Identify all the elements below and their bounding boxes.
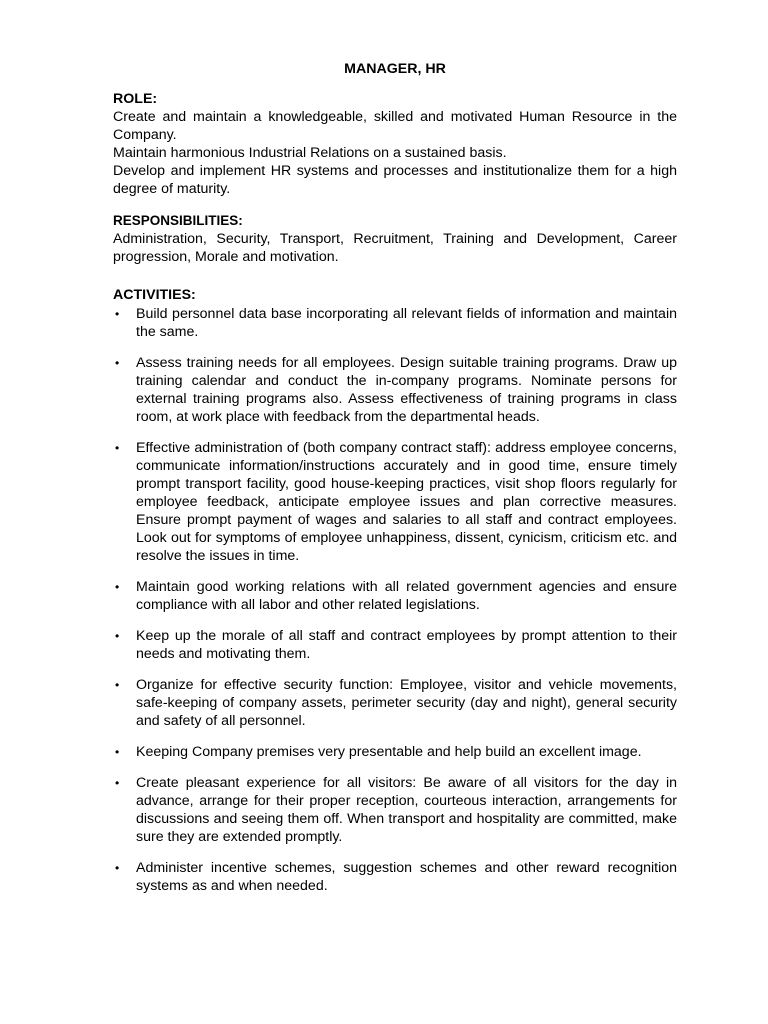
role-line: Maintain harmonious Industrial Relations on a sustained basis.: [113, 145, 507, 161]
activity-text: Build personnel data base incorporating all relevant fields of information and maintain the same.: [136, 306, 677, 340]
document-title: MANAGER, HR: [344, 61, 446, 77]
activities-heading: ACTIVITIES:: [113, 287, 196, 303]
bullet-icon: •: [115, 580, 120, 594]
document-page: [113, 60, 677, 908]
activity-item: [113, 774, 677, 846]
activity-item: [113, 354, 677, 426]
role-heading: ROLE:: [113, 91, 158, 107]
bullet-icon: •: [115, 678, 120, 692]
bullet-icon: •: [115, 629, 120, 643]
activity-item: [113, 859, 677, 895]
bullet-icon: •: [115, 356, 120, 370]
role-line: Develop and implement HR systems and processes and institutionalize them for a high degree of maturity.: [113, 163, 677, 197]
bullet-icon: •: [115, 776, 120, 790]
activities-section: [113, 286, 677, 895]
activity-item: [113, 743, 677, 761]
activity-text: Administer incentive schemes, suggestion schemes and other reward recognition systems as and when needed.: [136, 860, 677, 894]
responsibilities-heading: RESPONSIBILITIES:: [113, 213, 243, 228]
activity-text: Maintain good working relations with all related government agencies and ensure compliance with all labor and other related legislations.: [136, 579, 677, 613]
activity-item: [113, 627, 677, 663]
activity-text: Organize for effective security function: Employee, visitor and vehicle movements, safe-keeping of company assets, perimeter security (day and night), general security and safety of all personnel.: [136, 677, 677, 729]
activity-text: Keeping Company premises very presentable and help build an excellent image.: [136, 744, 642, 760]
activity-item: [113, 578, 677, 614]
activity-text: Assess training needs for all employees. Design suitable training programs. Draw up training calendar and conduct the in-company programs. Nominate persons for external training programs also. Assess effectiveness of training programs in class room, at work place with feedback from the departmental heads.: [136, 355, 677, 425]
bullet-icon: •: [115, 307, 120, 321]
activity-text: Keep up the morale of all staff and contract employees by prompt attention to their needs and motivating them.: [136, 628, 677, 662]
activity-item: [113, 676, 677, 730]
bullet-icon: •: [115, 745, 120, 759]
bullet-icon: •: [115, 861, 120, 875]
activity-item: [113, 305, 677, 341]
activity-item: [113, 439, 677, 565]
activities-list: [113, 305, 677, 895]
role-section: [113, 90, 677, 198]
bullet-icon: •: [115, 441, 120, 455]
responsibilities-text: Administration, Security, Transport, Recruitment, Training and Development, Career progression, Morale and motivation.: [113, 231, 677, 265]
activity-text: Create pleasant experience for all visitors: Be aware of all visitors for the day in advance, arrange for their proper reception, courteous interaction, arrangements for discussions and seeing them off. When transport and hospitality are committed, make sure they are extended promptly.: [136, 775, 677, 845]
role-line: Create and maintain a knowledgeable, skilled and motivated Human Resource in the Company.: [113, 109, 677, 143]
responsibilities-section: [113, 212, 677, 266]
activity-text: Effective administration of (both company contract staff): address employee concerns, communicate information/instructions accurately and in good time, ensure timely prompt transport facility, good house-keeping practices, visit shop floors regularly for employee feedback, anticipate employee issues and plan corrective measures. Ensure prompt payment of wages and salaries to all staff and contract employees. Look out for symptoms of employee unhappiness, dissent, cynicism, criticism etc. and resolve the issues in time.: [136, 440, 677, 564]
